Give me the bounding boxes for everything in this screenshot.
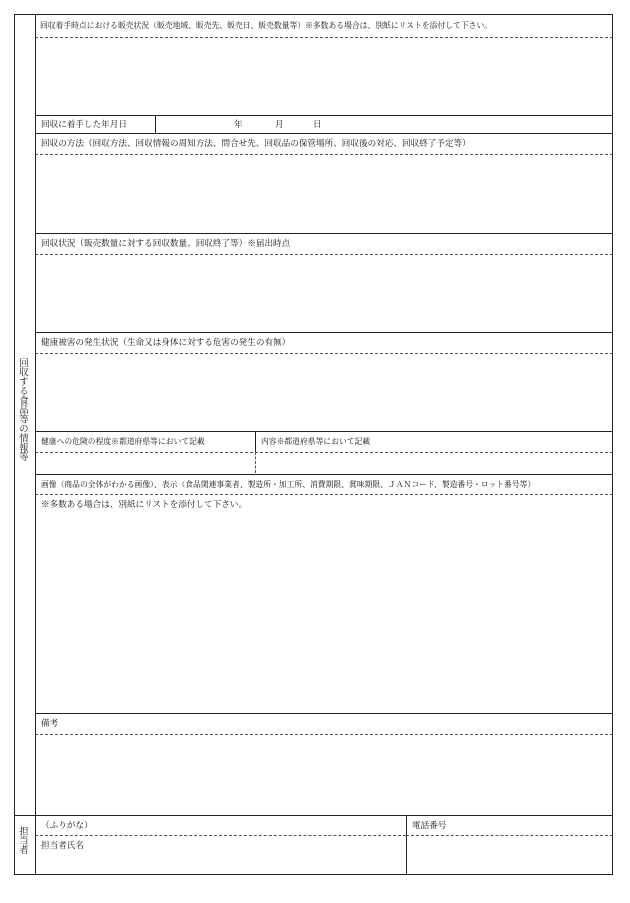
furigana-label: （ふりがな） [41,821,93,831]
image-note: ※多数ある場合は、別紙にリストを添付して下さい。 [41,500,248,510]
row-line [35,233,613,234]
health-damage-divider [35,353,613,354]
phone-label: 電話番号 [412,821,447,831]
status-field[interactable] [36,256,612,331]
content-field[interactable] [257,454,612,472]
image-label: 画像（商品の全体がわかる画像）、表示（食品関連事業者、製造所・加工所、消費期限、賞味期限、ＪＡＮコード、製造番号・ロット番号等） [41,480,536,489]
phone-label-divider [406,835,613,836]
status-divider [35,254,613,255]
danger-content-divider-dashed [255,452,256,473]
danger-level-divider [35,452,613,453]
method-divider [35,154,613,155]
year-label: 年 [234,120,243,130]
section-label-food-info: 回収する食品等の情報等 [17,358,28,462]
image-field[interactable] [36,514,612,712]
method-field[interactable] [36,156,612,232]
day-label: 日 [313,120,322,130]
danger-content-divider [255,431,256,452]
row-line [35,332,613,333]
danger-level-label: 健康への危険の程度※都道府県等において記載 [41,437,205,446]
person-name-field[interactable] [36,852,404,874]
section-label-person: 担当者 [17,826,28,855]
image-divider [35,494,613,495]
status-label: 回収状況（販売数量に対する回収数量、回収終了等）※届出時点 [41,239,291,249]
phone-divider [406,815,407,875]
danger-level-field[interactable] [36,454,254,472]
sales-status-divider [35,37,613,38]
health-damage-label: 健康被害の発生状況（生命又は身体に対する危害の発生の有無） [41,338,291,348]
health-damage-field[interactable] [36,355,612,430]
content-label: 内容※都道府県等において記載 [261,437,371,446]
person-name-label: 担当者氏名 [41,841,84,851]
start-date-field[interactable] [156,116,612,132]
remarks-field[interactable] [36,736,612,813]
person-section-top-line [14,815,613,816]
row-line [35,474,613,475]
sales-status-field[interactable] [36,39,612,113]
row-line [35,431,613,432]
remarks-divider [35,734,613,735]
start-date-label: 回収に着手した年月日 [41,120,127,130]
furigana-divider [35,835,406,836]
sales-status-label: 回収着手時点における販売状況（販売地域、販売先、販売日、販売数量等）※多数ある場合は、別紙にリストを添付して下さい。 [40,21,493,30]
month-label: 月 [275,120,284,130]
phone-field[interactable] [408,837,612,874]
remarks-label: 備考 [41,719,59,729]
row-line [35,713,613,714]
row-line [35,133,613,134]
method-label: 回収の方法（回収方法、回収情報の周知方法、問合せ先、回収品の保管場所、回収後の対応、回収終了予定等） [41,139,471,149]
